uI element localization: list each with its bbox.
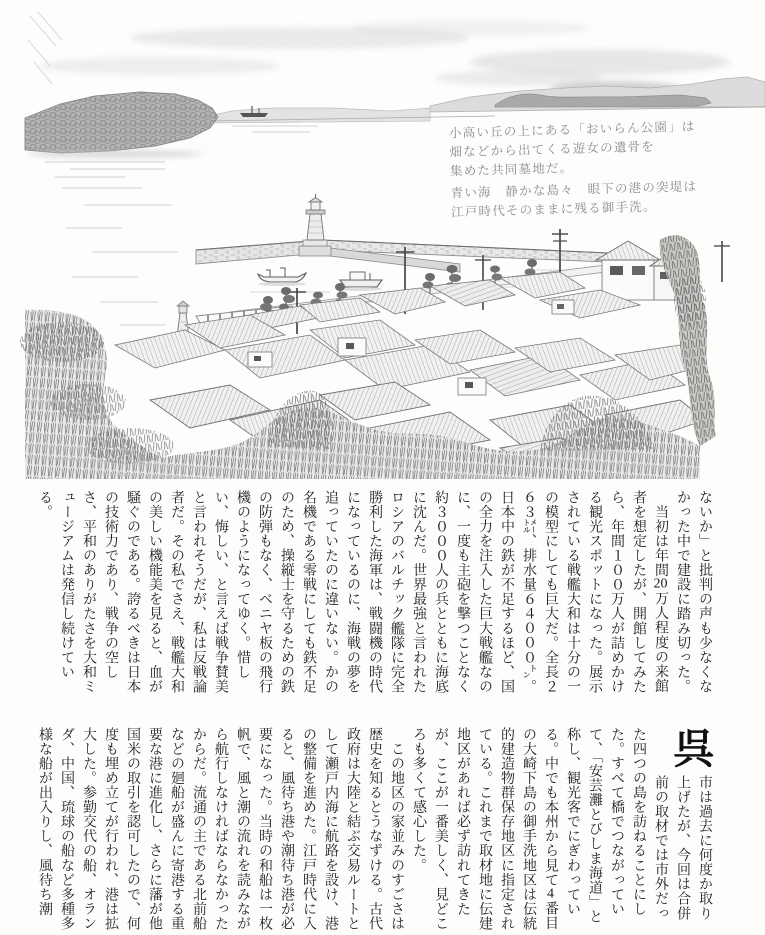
caption-line: 集めた共同墓地だ。: [449, 159, 574, 179]
caption-line: 小高い丘の上にある「おいらん公園」は: [448, 118, 696, 141]
caption-line: 江戸時代そのままに残る御手洗。: [450, 198, 657, 220]
paragraph: この地区の家並みのすごさは歴史を知るとうなずける。古代政府は大陸と結ぶ交易ルートとして瀬戸内海に航路を設け、港の整備を進めた。江戸時代に入ると、風待ち港や潮待ち港が必要になった。当時の和船は一枚帆で、風と潮の流れを読みながら航行しなければならなかったからだ。流通の主である北前船などの廻船が盛んに寄港する重要な港に進化し、さらに藩が他国米の取引を認可したので、何度も埋め立てが行われ、港は拡大した。参勤交代の船、オランダ、中国、琉球の船など多種多様な船が出入りし、風待ち潮: [37, 727, 404, 931]
kure-article-text: [37, 725, 715, 935]
stone-breakwater: [196, 240, 630, 272]
lead-paragraph: [407, 727, 715, 935]
paragraph: 当初は年間20万人程度の来館者を想定したが、開館してみたら、年間１００万人が詰めかける観光スポットになった。展示されている戦艦大和は十分の一の模型にしても巨大だ。全長２６３㍍、排水量６４０００㌧。日本中の鉄が不足するほど、国の全力を注入した巨大戦艦なのに、一度も主砲を撃つことなく約３０００人の兵とともに海底に沈んだ。世界最強と言われたロシアのバルチック艦隊に完全勝利した海軍は、戦闘機の時代になっているのに、海戦の夢を追っていたのに違いない。かの名機である零戦にしても鉄不足のため、操縦士を守るための鉄の防弾もなく、ベニヤ板の飛行機のようになってゆく。惜しい、悔しい、と言えば戦争賛美と言われそうだが、私は反戦論者だ。その私でさえ、戦艦大和の美しい機能美を見ると、血が騒ぐのである。誇るべきは日本の技術力であり、戦争の空しさ、平和のありがたさを大和ミュージアムは発信し続けている。: [37, 490, 668, 694]
caption-line: 青い海 静かな島々 眼下の港の突堤は: [450, 178, 698, 201]
harbor-lighthouse: [299, 194, 331, 256]
left-headland: [25, 92, 218, 177]
drop-cap-kure: 呉: [673, 725, 715, 772]
lead-text: 市は過去に何度か取り上げたが、今回は合併前の取材では市外だった四つの島を訪ねることにした。すべて橋でつながっていて、「安芸灘とびしま海道」と称し、観光客でにぎわっている。中でも本州から見て4番目の大崎下島の御手洗地区は伝統的建造物群保存地区に指定されている。これまで取材地に伝建地区があれば必ず訪れてきたが、ここが一番美しく、見どころも多くて感心した。: [411, 727, 712, 931]
harbor-boats: [258, 268, 382, 291]
caption-line: 畑などから出てくる遊女の遺骨を: [449, 138, 656, 160]
article-continuation-text: [37, 490, 715, 698]
sky-shading: [28, 12, 730, 95]
paragraph: ないか」と批判の声も少なくなかった中で建設に踏み切った。: [675, 490, 712, 694]
handwritten-caption: [449, 115, 764, 222]
